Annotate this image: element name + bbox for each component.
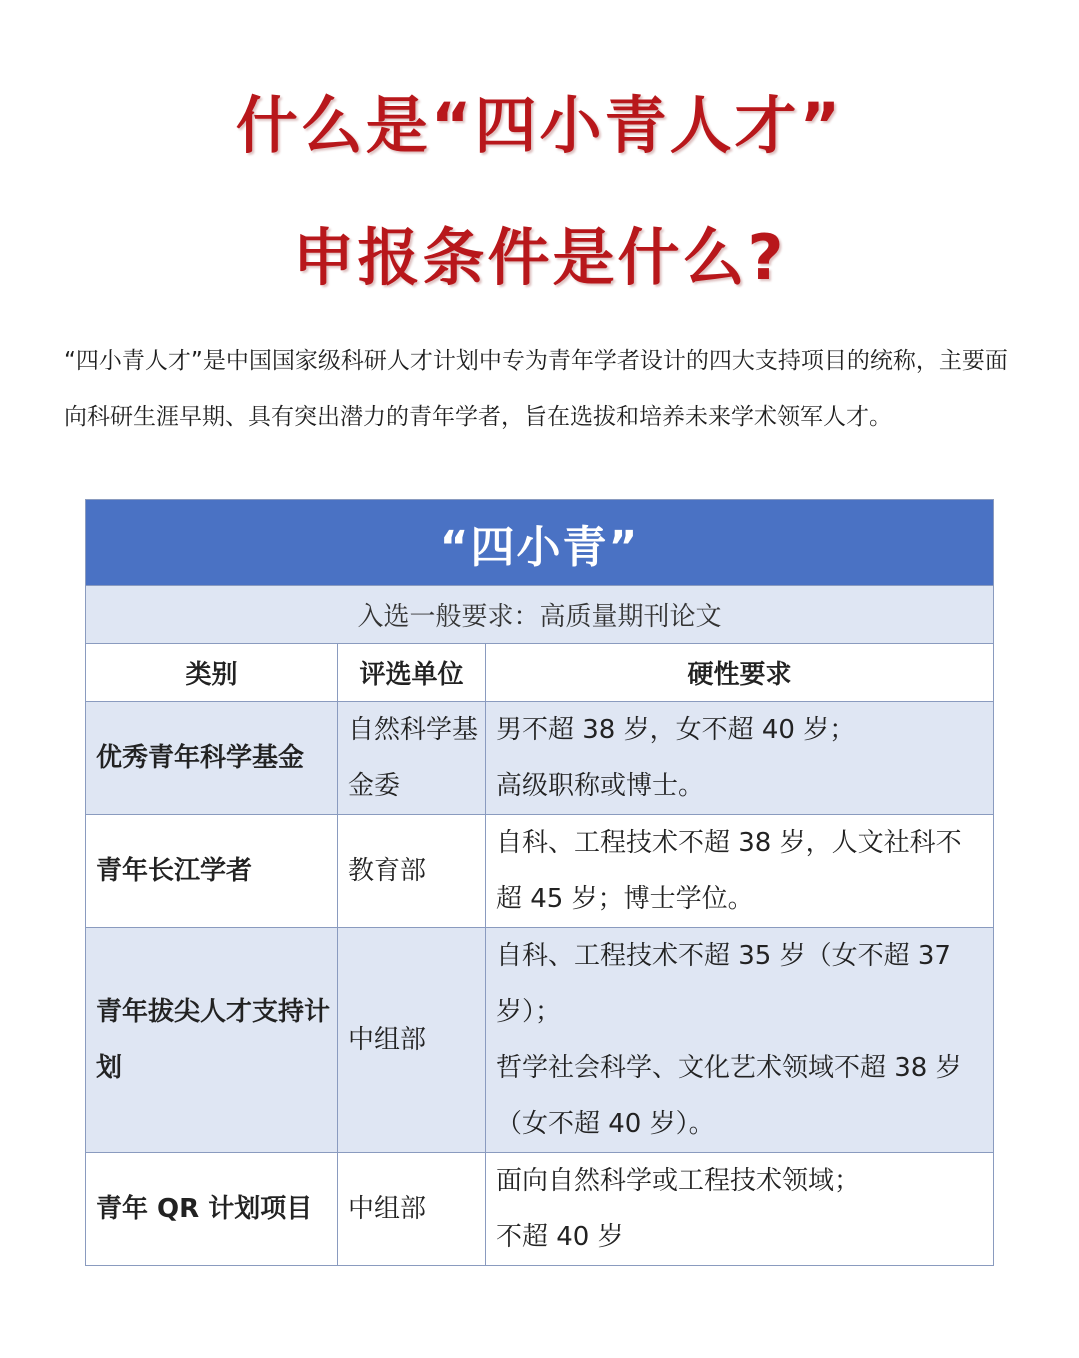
category-cell: 青年长江学者 xyxy=(86,815,338,928)
intro-paragraph: “四小青人才”是中国国家级科研人才计划中专为青年学者设计的四大支持项目的统称，主要面向科研生涯早期、具有突出潜力的青年学者，旨在选拔和培养未来学术领军人才。 xyxy=(64,348,1008,430)
unit-cell: 自然科学基金委 xyxy=(338,702,486,815)
table-row xyxy=(86,815,994,928)
requirements-cell xyxy=(486,815,994,928)
requirements-cell xyxy=(486,1153,994,1266)
table-row xyxy=(86,702,994,815)
category-cell: 优秀青年科学基金 xyxy=(86,702,338,815)
page-title-line-2: 申报条件是什么? xyxy=(292,221,787,294)
requirement-line: 男不超 38 岁，女不超 40 岁； xyxy=(496,715,856,745)
column-header-unit: 评选单位 xyxy=(338,644,486,702)
unit-cell: 教育部 xyxy=(338,815,486,928)
page-title-line-1: 什么是“四小青人才” xyxy=(235,89,844,162)
requirement-line: 面向自然科学或工程技术领域； xyxy=(496,1166,861,1196)
table-row xyxy=(86,928,994,1153)
column-header-category: 类别 xyxy=(86,644,338,702)
requirements-cell xyxy=(486,702,994,815)
requirements-cell xyxy=(486,928,994,1153)
talent-table-container xyxy=(85,499,993,1266)
requirement-line: 哲学社会科学、文化艺术领域不超 38 岁（女不超 40 岁）。 xyxy=(496,1053,962,1139)
category-cell: 青年拔尖人才支持计划 xyxy=(86,928,338,1153)
table-header: “四小青” xyxy=(86,500,994,586)
column-header-requirements: 硬性要求 xyxy=(486,644,994,702)
requirement-line: 自科、工程技术不超 35 岁（女不超 37 岁）； xyxy=(496,941,951,1027)
table-row xyxy=(86,1153,994,1266)
requirement-line: 自科、工程技术不超 38 岁，人文社科不超 45 岁；博士学位。 xyxy=(496,828,962,914)
category-cell: 青年 QR 计划项目 xyxy=(86,1153,338,1266)
general-requirement: 入选一般要求：高质量期刊论文 xyxy=(86,586,994,644)
requirement-line: 高级职称或博士。 xyxy=(496,771,705,801)
requirement-line: 不超 40 岁 xyxy=(496,1222,624,1252)
talent-table xyxy=(85,499,994,1266)
unit-cell: 中组部 xyxy=(338,1153,486,1266)
unit-cell: 中组部 xyxy=(338,928,486,1153)
